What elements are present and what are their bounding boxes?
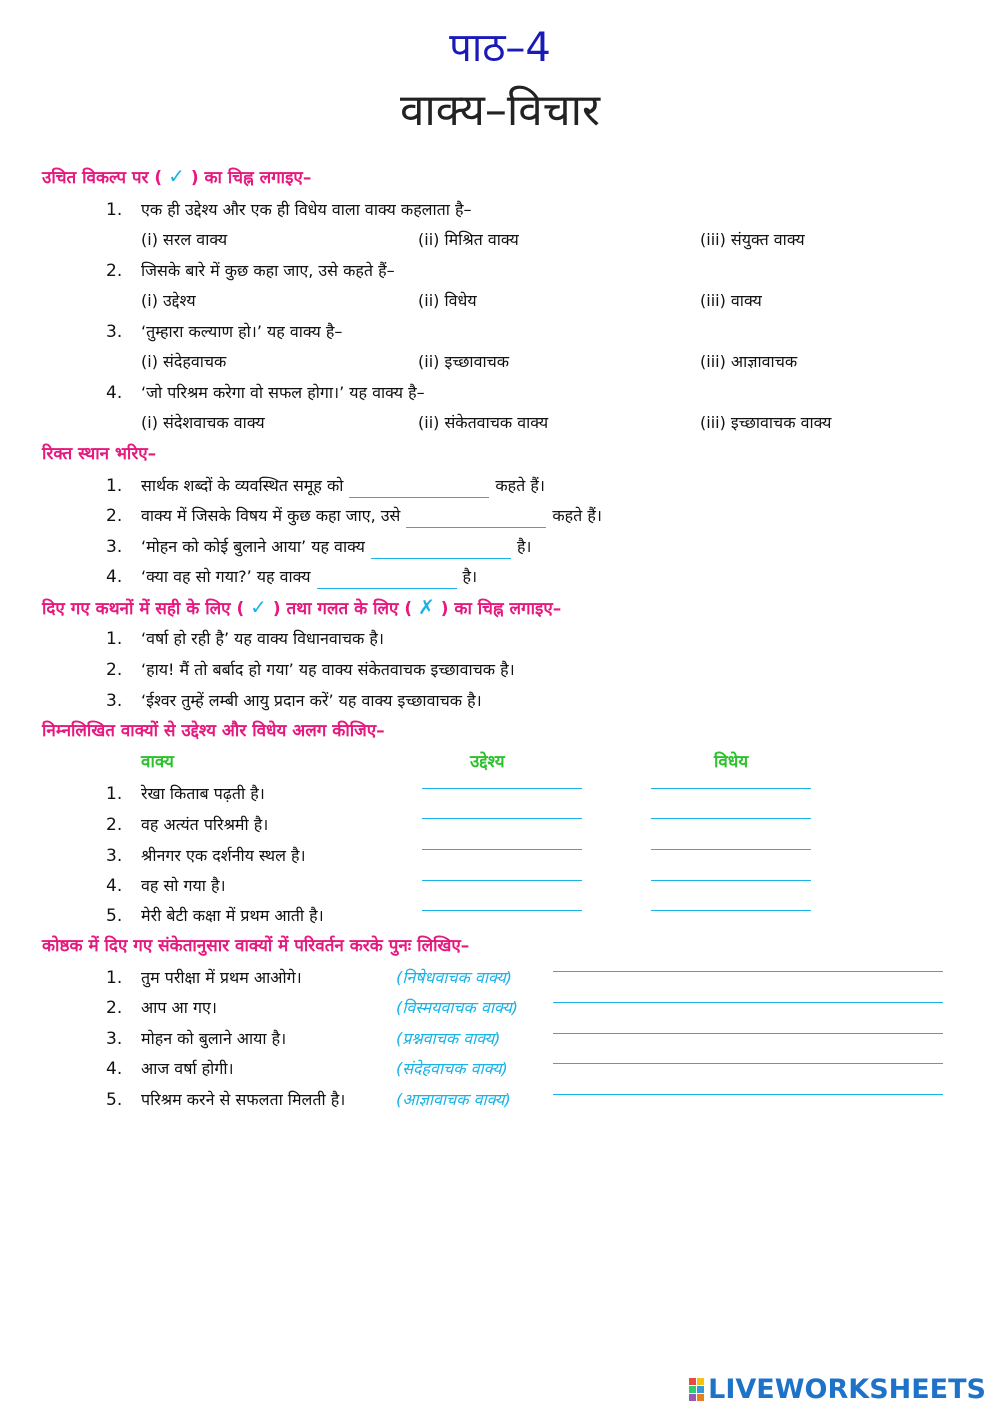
lesson-number: पाठ–4 — [449, 25, 551, 71]
rewrite-answer-line[interactable] — [553, 1033, 943, 1034]
fill-blank-item: ‘क्या वह सो गया?’ यह वाक्य है। — [141, 565, 477, 589]
section-3-heading: दिए गए कथनों में सही के लिए ( ✓ ) तथा गलत के लिए ( ✗ ) का चिह्न लगाइए– — [42, 595, 562, 619]
question-text: ‘जो परिश्रम करेगा वो सफल होगा।’ यह वाक्य है– — [141, 383, 425, 402]
question-text: ‘तुम्हारा कल्याण हो।’ यह वाक्य है– — [141, 322, 343, 341]
option[interactable]: (ii) विधेय — [418, 291, 477, 310]
fill-blank-item: वाक्य में जिसके विषय में कुछ कहा जाए, उसे कहते हैं। — [141, 504, 602, 528]
section-1-heading: उचित विकल्प पर ( ✓ ) का चिह्न लगाइए– — [42, 164, 312, 188]
item-number: 1. — [106, 629, 123, 649]
answer-blank[interactable] — [349, 483, 489, 498]
option[interactable]: (iii) वाक्य — [700, 291, 762, 310]
answer-blank[interactable] — [371, 544, 511, 559]
option[interactable]: (iii) इच्छावाचक वाक्य — [700, 413, 832, 432]
item-number: 3. — [106, 691, 123, 711]
page-title: वाक्य–विचार — [399, 85, 601, 136]
item-number: 1. — [106, 476, 123, 496]
rewrite-answer-line[interactable] — [553, 1094, 943, 1095]
sentence-text: वह अत्यंत परिश्रमी है। — [141, 815, 269, 834]
predicate-answer-line[interactable] — [651, 849, 811, 850]
item-number: 3. — [106, 846, 123, 866]
item-number: 4. — [106, 567, 123, 587]
item-number: 4. — [106, 1059, 123, 1079]
question-number: 4. — [106, 383, 123, 403]
subject-answer-line[interactable] — [422, 818, 582, 819]
item-number: 2. — [106, 815, 123, 835]
rewrite-answer-line[interactable] — [553, 1002, 943, 1003]
transform-hint: (विस्मयवाचक वाक्य) — [396, 998, 519, 1017]
item-number: 3. — [106, 537, 123, 557]
option[interactable]: (iii) संयुक्त वाक्य — [700, 230, 805, 249]
rewrite-answer-line[interactable] — [553, 971, 943, 972]
item-number: 2. — [106, 998, 123, 1018]
sentence-text: वह सो गया है। — [141, 876, 226, 895]
item-number: 5. — [106, 1090, 123, 1110]
check-mark-icon: ✓ — [250, 595, 267, 619]
option[interactable]: (iii) आज्ञावाचक — [700, 352, 798, 371]
sentence-text: तुम परीक्षा में प्रथम आओगे। — [141, 968, 302, 987]
option[interactable]: (ii) संकेतवाचक वाक्य — [418, 413, 549, 432]
column-header-sentence: वाक्य — [141, 752, 174, 772]
sentence-text: आप आ गए। — [141, 998, 217, 1017]
fill-blank-item: सार्थक शब्दों के व्यवस्थित समूह को कहते हैं। — [141, 474, 545, 498]
transform-hint: (निषेधवाचक वाक्य) — [396, 968, 513, 987]
option[interactable]: (i) संदेहवाचक — [141, 352, 227, 371]
subject-answer-line[interactable] — [422, 910, 582, 911]
item-number: 2. — [106, 506, 123, 526]
option[interactable]: (ii) इच्छावाचक — [418, 352, 510, 371]
section-5-heading: कोष्ठक में दिए गए संकेतानुसार वाक्यों में परिवर्तन करके पुनः लिखिए– — [42, 936, 470, 956]
column-header-predicate: विधेय — [714, 752, 749, 772]
question-number: 1. — [106, 200, 123, 220]
predicate-answer-line[interactable] — [651, 788, 811, 789]
predicate-answer-line[interactable] — [651, 818, 811, 819]
sentence-text: परिश्रम करने से सफलता मिलती है। — [141, 1090, 346, 1109]
option[interactable]: (i) उद्देश्य — [141, 291, 196, 310]
liveworksheets-logo — [689, 1374, 986, 1404]
option[interactable]: (i) सरल वाक्य — [141, 230, 228, 249]
column-header-subject: उद्देश्य — [470, 752, 505, 772]
transform-hint: (आज्ञावाचक वाक्य) — [396, 1090, 511, 1109]
transform-hint: (प्रश्नवाचक वाक्य) — [396, 1029, 501, 1048]
sentence-text: मोहन को बुलाने आया है। — [141, 1029, 287, 1048]
transform-hint: (संदेहवाचक वाक्य) — [396, 1059, 508, 1078]
cross-mark-icon: ✗ — [418, 595, 435, 619]
fill-blank-item: ‘मोहन को कोई बुलाने आया’ यह वाक्य है। — [141, 535, 532, 559]
item-number: 1. — [106, 784, 123, 804]
subject-answer-line[interactable] — [422, 788, 582, 789]
sentence-text: श्रीनगर एक दर्शनीय स्थल है। — [141, 846, 306, 865]
item-number: 5. — [106, 906, 123, 926]
subject-answer-line[interactable] — [422, 880, 582, 881]
section-2-heading: रिक्त स्थान भरिए– — [42, 444, 157, 464]
subject-answer-line[interactable] — [422, 849, 582, 850]
statement-text[interactable]: ‘हाय! मैं तो बर्बाद हो गया’ यह वाक्य संकेतवाचक इच्छावाचक है। — [141, 660, 515, 679]
answer-blank[interactable] — [317, 574, 457, 589]
statement-text[interactable]: ‘ईश्वर तुम्हें लम्बी आयु प्रदान करें’ यह वाक्य इच्छावाचक है। — [141, 691, 482, 710]
rewrite-answer-line[interactable] — [553, 1063, 943, 1064]
logo-blocks-icon — [689, 1378, 704, 1401]
option[interactable]: (i) संदेशवाचक वाक्य — [141, 413, 265, 432]
item-number: 4. — [106, 876, 123, 896]
option[interactable]: (ii) मिश्रित वाक्य — [418, 230, 519, 249]
answer-blank[interactable] — [406, 513, 546, 528]
statement-text[interactable]: ‘वर्षा हो रही है’ यह वाक्य विधानवाचक है। — [141, 629, 384, 648]
item-number: 1. — [106, 968, 123, 988]
question-text: जिसके बारे में कुछ कहा जाए, उसे कहते हैं– — [141, 261, 395, 280]
item-number: 3. — [106, 1029, 123, 1049]
sentence-text: आज वर्षा होगी। — [141, 1059, 234, 1078]
check-mark-icon: ✓ — [168, 164, 185, 188]
question-text: एक ही उद्देश्य और एक ही विधेय वाला वाक्य कहलाता है– — [141, 200, 472, 219]
section-4-heading: निम्नलिखित वाक्यों से उद्देश्य और विधेय अलग कीजिए– — [42, 721, 385, 741]
sentence-text: मेरी बेटी कक्षा में प्रथम आती है। — [141, 906, 324, 925]
sentence-text: रेखा किताब पढ़ती है। — [141, 784, 265, 803]
predicate-answer-line[interactable] — [651, 910, 811, 911]
logo-text: LIVEWORKSHEETS — [708, 1373, 986, 1405]
question-number: 2. — [106, 261, 123, 281]
question-number: 3. — [106, 322, 123, 342]
item-number: 2. — [106, 660, 123, 680]
predicate-answer-line[interactable] — [651, 880, 811, 881]
